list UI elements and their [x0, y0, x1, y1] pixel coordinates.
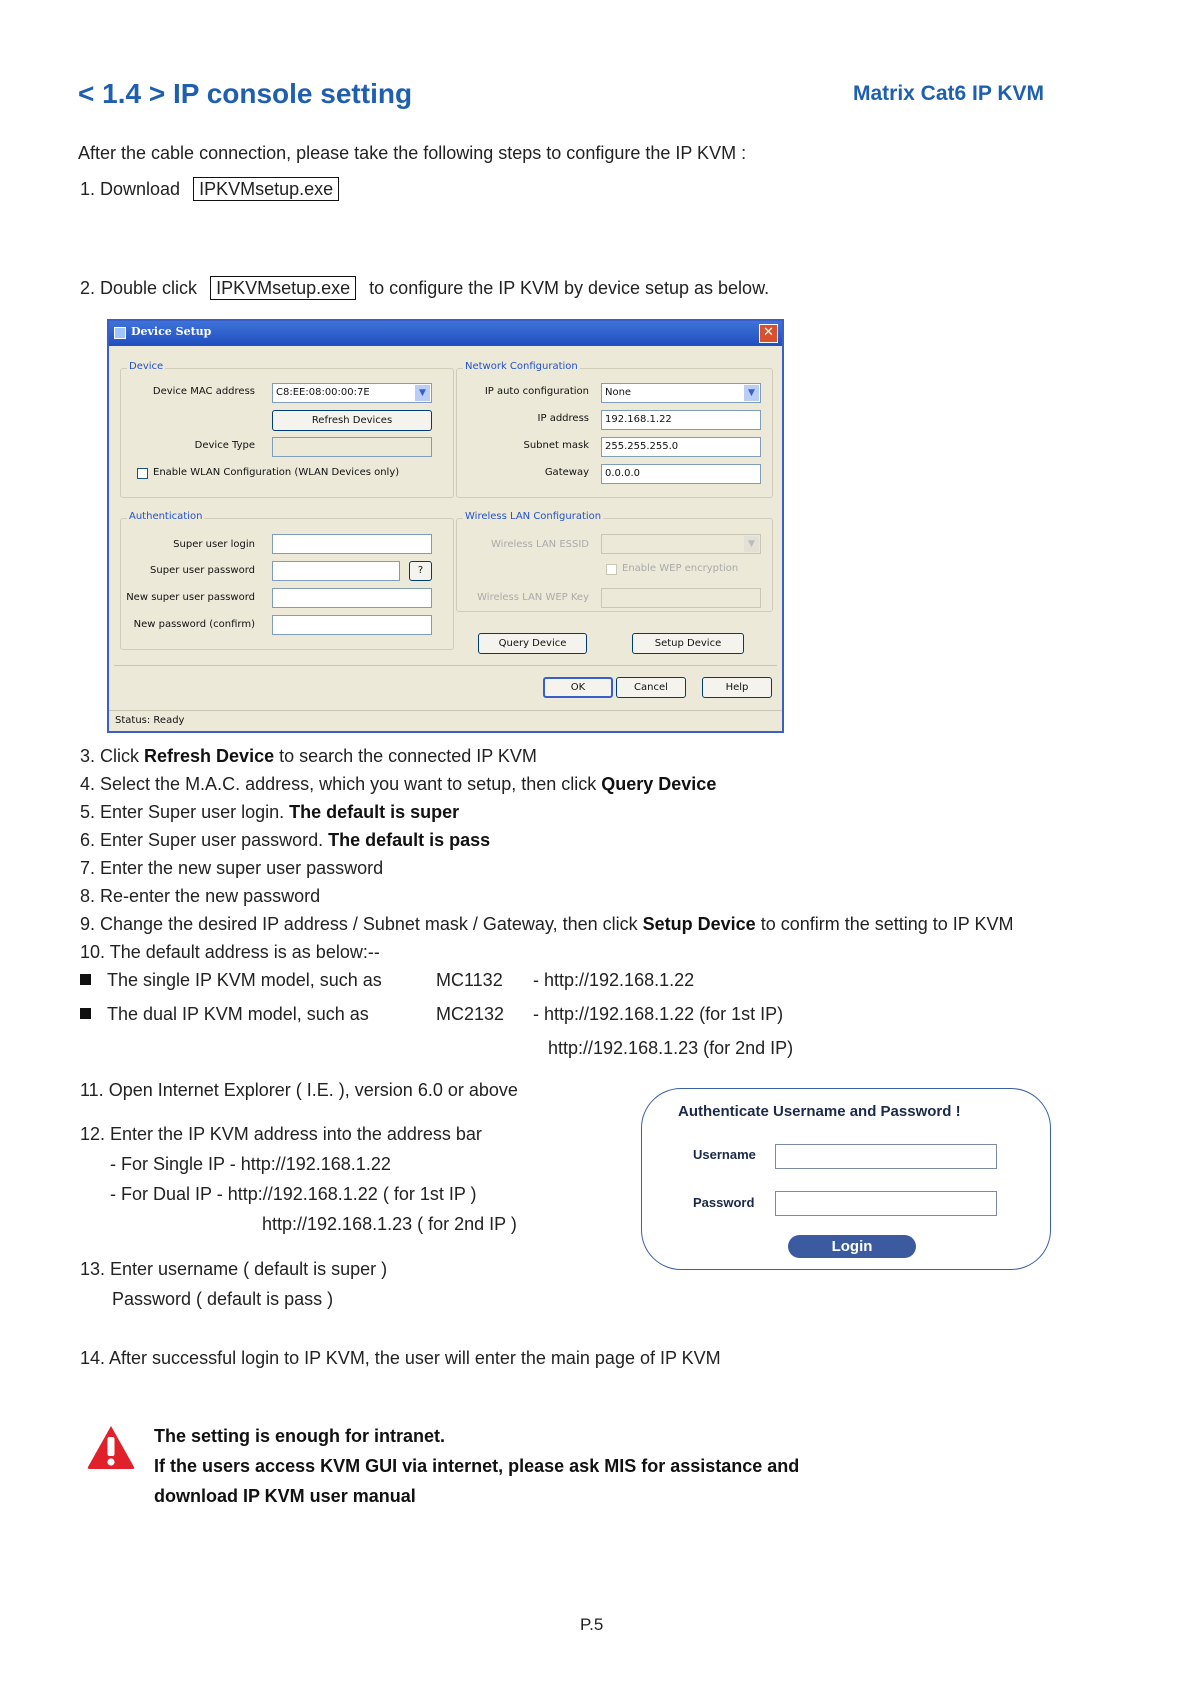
status-bar: Status: Ready — [109, 710, 782, 731]
new-password-confirm-label: New password (confirm) — [133, 619, 255, 630]
step-4 — [80, 773, 716, 795]
wep-key-input — [601, 588, 761, 608]
mac-select[interactable] — [272, 383, 432, 403]
username-label: Username — [693, 1147, 756, 1162]
step-2-suffix: to configure the IP KVM by device setup as below. — [369, 278, 770, 298]
divider — [114, 665, 777, 666]
wep-checkbox — [606, 564, 617, 575]
subnet-label: Subnet mask — [523, 440, 589, 451]
window-title: Device Setup — [131, 325, 212, 338]
ip-address-input[interactable]: 192.168.1.22 — [601, 410, 761, 430]
new-password-input[interactable] — [272, 588, 432, 608]
help-button[interactable]: Help — [702, 677, 772, 698]
ip-auto-value: None — [605, 387, 632, 398]
app-icon — [114, 327, 126, 339]
step-text: 4. Select the M.A.C. address, which you want to setup, then click — [80, 774, 602, 794]
default-single-model — [80, 969, 382, 991]
warning-line-2: If the users access KVM GUI via internet, please ask MIS for assistance and — [154, 1456, 800, 1476]
login-title: Authenticate Username and Password ! — [678, 1103, 961, 1120]
step-12-single: - For Single IP - http://192.168.1.22 — [110, 1154, 391, 1174]
new-password-label: New super user password — [126, 592, 255, 603]
step-12: 12. Enter the IP KVM address into the address bar — [80, 1124, 482, 1144]
gateway-label: Gateway — [544, 467, 589, 478]
password-input[interactable] — [775, 1191, 997, 1216]
device-setup-window — [107, 319, 784, 733]
step-13: 13. Enter username ( default is super ) — [80, 1259, 388, 1279]
step-bold: Query Device — [601, 774, 717, 794]
model-url: - http://192.168.1.22 (for 1st IP) — [533, 1004, 784, 1024]
mac-label: Device MAC address — [152, 386, 255, 397]
super-user-password-label: Super user password — [150, 565, 255, 576]
query-device-button[interactable]: Query Device — [478, 633, 587, 654]
step-bold: Refresh Device — [144, 746, 275, 766]
step-12-dual-2: http://192.168.1.23 ( for 2nd IP ) — [262, 1214, 517, 1234]
super-user-password-input[interactable] — [272, 561, 400, 581]
setup-device-button[interactable]: Setup Device — [632, 633, 744, 654]
step-5 — [80, 801, 459, 823]
group-label: Authentication — [129, 511, 203, 522]
step-text: 5. Enter Super user login. — [80, 802, 290, 822]
wlan-checkbox[interactable] — [137, 468, 148, 479]
step-12-dual: - For Dual IP - http://192.168.1.22 ( for 1st IP ) — [110, 1184, 477, 1204]
wep-key-label: Wireless LAN WEP Key — [477, 592, 589, 603]
step-bold: Setup Device — [642, 914, 756, 934]
wlan-checkbox-label: Enable WLAN Configuration (WLAN Devices only) — [153, 467, 400, 478]
wep-checkbox-label: Enable WEP encryption — [622, 563, 739, 574]
step-bold: The default is super — [289, 802, 460, 822]
super-user-login-label: Super user login — [173, 539, 255, 550]
login-button[interactable]: Login — [788, 1235, 916, 1258]
step-2-prefix: 2. Double click — [80, 278, 198, 298]
gateway-input[interactable]: 0.0.0.0 — [601, 464, 761, 484]
step-1 — [80, 178, 339, 200]
cancel-button[interactable]: Cancel — [616, 677, 686, 698]
mac-value: C8:EE:08:00:00:7E — [276, 387, 370, 398]
ok-button[interactable]: OK — [543, 677, 613, 698]
ip-auto-select[interactable] — [601, 383, 761, 403]
super-user-login-input[interactable] — [272, 534, 432, 554]
model-url-2: http://192.168.1.23 (for 2nd IP) — [548, 1038, 794, 1058]
close-icon[interactable]: ✕ — [759, 324, 778, 343]
step-text: to confirm the setting to IP KVM — [755, 914, 1014, 934]
step-10: 10. The default address is as below:-- — [80, 942, 380, 962]
chevron-down-icon[interactable]: ▼ — [415, 385, 430, 401]
ip-auto-label: IP auto configuration — [484, 386, 589, 397]
setup-file-name: IPKVMsetup.exe — [210, 276, 356, 300]
page-number: P.5 — [580, 1615, 604, 1634]
subnet-input[interactable]: 255.255.255.0 — [601, 437, 761, 457]
new-password-confirm-input[interactable] — [272, 615, 432, 635]
step-14: 14. After successful login to IP KVM, the user will enter the main page of IP KVM — [80, 1348, 721, 1368]
step-13-password: Password ( default is pass ) — [112, 1289, 334, 1309]
step-text: 3. Click — [80, 746, 145, 766]
group-label: Wireless LAN Configuration — [465, 511, 602, 522]
warning-line-1: The setting is enough for intranet. — [154, 1426, 446, 1446]
step-11: 11. Open Internet Explorer ( I.E. ), version 6.0 or above — [80, 1080, 518, 1100]
setup-file-name: IPKVMsetup.exe — [193, 177, 339, 201]
page-title: < 1.4 > IP console setting — [78, 78, 413, 109]
step-7: 7. Enter the new super user password — [80, 858, 384, 878]
group-label: Network Configuration — [465, 361, 578, 372]
chevron-down-icon: ▼ — [744, 536, 759, 552]
username-input[interactable] — [775, 1144, 997, 1169]
warning-line-3: download IP KVM user manual — [154, 1486, 416, 1506]
warning-icon — [86, 1424, 136, 1470]
step-text: to search the connected IP KVM — [274, 746, 537, 766]
window-titlebar[interactable] — [109, 321, 782, 346]
product-brand: Matrix Cat6 IP KVM — [853, 82, 1044, 105]
ssid-label: Wireless LAN ESSID — [491, 539, 589, 550]
model-desc: The single IP KVM model, such as — [107, 970, 382, 990]
model-url: - http://192.168.1.22 — [533, 970, 695, 990]
step-1-text: 1. Download — [80, 179, 181, 199]
device-type-label: Device Type — [194, 440, 255, 451]
ip-address-label: IP address — [537, 413, 589, 424]
bullet-icon — [80, 974, 91, 985]
step-bold: The default is pass — [328, 830, 491, 850]
step-9 — [80, 913, 1013, 935]
refresh-devices-button[interactable]: Refresh Devices — [272, 410, 432, 431]
step-8: 8. Re-enter the new password — [80, 886, 321, 906]
group-label: Device — [129, 361, 164, 372]
model-name: MC1132 — [436, 970, 503, 990]
default-dual-model — [80, 1003, 369, 1025]
ssid-select — [601, 534, 761, 554]
intro-text: After the cable connection, please take the following steps to configure the IP KVM : — [78, 143, 747, 163]
login-panel — [641, 1088, 1051, 1270]
step-text: 9. Change the desired IP address / Subnet mask / Gateway, then click — [80, 914, 643, 934]
step-2 — [80, 277, 769, 299]
step-text: 6. Enter Super user password. — [80, 830, 329, 850]
password-label: Password — [693, 1195, 755, 1210]
chevron-down-icon[interactable]: ▼ — [744, 385, 759, 401]
model-desc: The dual IP KVM model, such as — [107, 1004, 369, 1024]
step-6 — [80, 829, 490, 851]
step-3 — [80, 745, 537, 767]
device-type-field — [272, 437, 432, 457]
bullet-icon — [80, 1008, 91, 1019]
model-name: MC2132 — [436, 1004, 505, 1024]
help-question-button[interactable]: ? — [409, 561, 432, 581]
